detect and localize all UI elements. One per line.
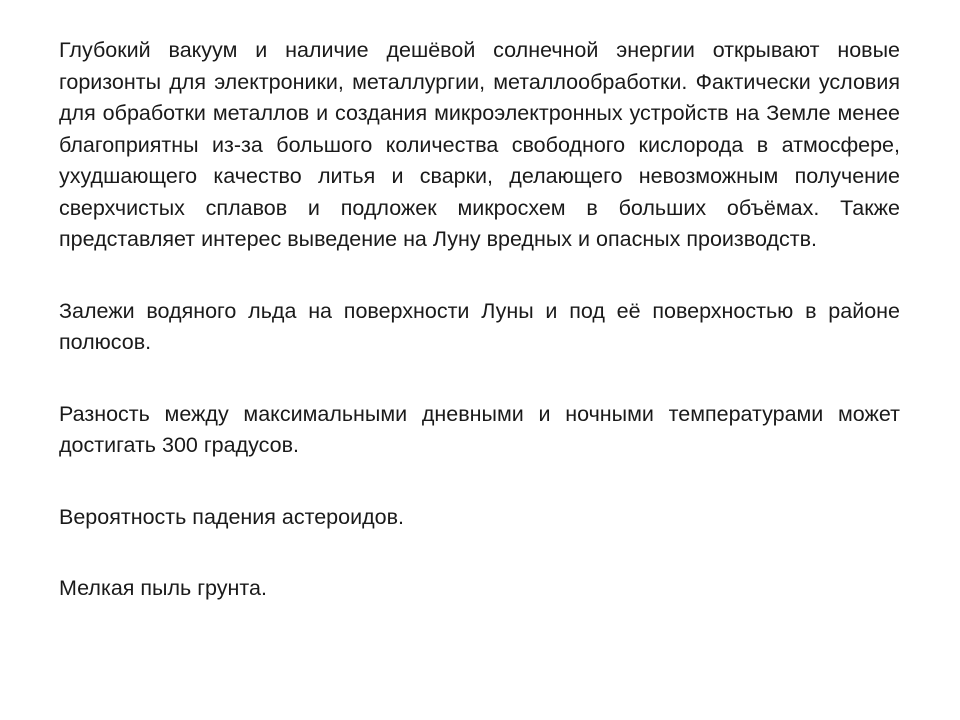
paragraph-dust: Мелкая пыль грунта. — [59, 576, 267, 600]
paragraph-temperature: Разность между максимальными дневными и ночными температурами может достигать 300 градусов. — [59, 401, 900, 457]
slide-body — [59, 35, 900, 605]
paragraph-water-ice: Залежи водяного льда на поверхности Луны и под её поверхностью в районе полюсов. — [59, 298, 900, 354]
paragraph-asteroids: Вероятность падения астероидов. — [59, 504, 404, 529]
paragraph-advantages: Глубокий вакуум и наличие дешёвой солнечной энергии открывают новые горизонты для электроники, металлургии, металлообработки. Фактически условия для обработки металлов и создания микроэлектронных устройств на Земле менее благоприятны из-за большого количества свободного кислорода в атмосфере, ухудшающего качество литья и сварки, делающего невозможным получение сверхчистых сплавов и подложек микросхем в больших объёмах. Также представляет интерес выведение на Луну вредных и опасных производств. — [59, 38, 900, 251]
